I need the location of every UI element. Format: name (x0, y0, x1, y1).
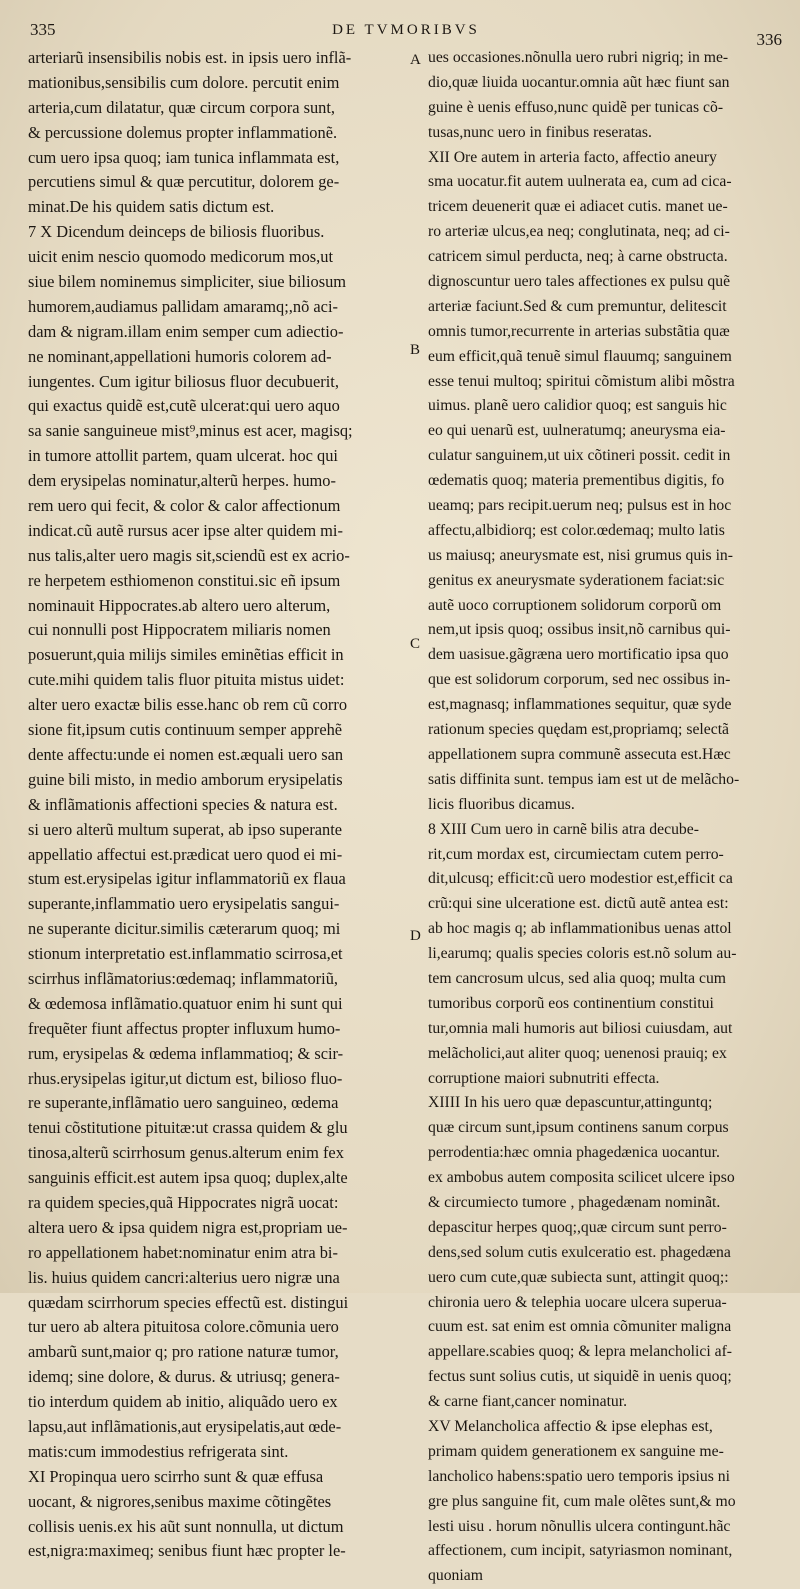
text-line: eo qui uenarũ est, uulneratumq; aneurysma eia- (428, 422, 726, 440)
text-line: matis:cum immodestius refrigerata sint. (28, 1441, 289, 1461)
text-line: re herpetem esthiomenon constitui.sic eñ ipsum (28, 570, 341, 590)
text-line: perrodentia:hæc omnia phagedænica uocantur. (428, 1144, 720, 1162)
text-line: nem,ut ipsis quoq; ossibus insit,nõ carnibus qui- (428, 621, 731, 639)
text-line: rem uero qui fecit, & color & calor affectionum (28, 496, 341, 516)
text-line: guine bili misto, in medio amborum erysipelatis (28, 769, 343, 789)
text-line: dem erysipelas nominatur,alterũ herpes. humo- (28, 471, 336, 491)
text-line: uero cum cute,quæ subiecta sunt, attingit quoq;: (428, 1268, 729, 1286)
text-line: & inflãmationis affectioni species & natura est. (28, 794, 338, 814)
text-line: tricem deuenerit quæ ei adiacet cutis. manet ue- (428, 198, 728, 216)
text-line: siue bilem nominemus simpliciter, siue biliosum (28, 272, 347, 292)
text-line: ex ambobus autem composita scilicet ulcere ipso (428, 1169, 735, 1187)
text-line: scirrhus inflãmatorius:œdemaq; inflammatoriũ, (28, 968, 338, 988)
text-line: depascitur herpes quoq;,quæ circum sunt perro- (428, 1218, 727, 1236)
text-line: arteriarũ insensibilis nobis est. in ipsis uero inflã- (28, 48, 352, 67)
text-line: mationibus,sensibilis cum dolore. percutit enim (28, 72, 340, 92)
text-line: tinosa,alterũ scirrhosum genus.alterum enim fex (28, 1143, 344, 1163)
text-line: sanguinis efficit.est autem ipsa quoq; duplex,alte (28, 1168, 348, 1188)
text-line: dit,ulcusq; efficit:cũ uero modestior est,efficit ca (428, 870, 733, 888)
text-line: lancholico habens:spatio uero temporis ipsius ni (428, 1467, 730, 1485)
text-line: affectionem, cum incipit, satyriasmon nominant, (428, 1542, 733, 1560)
text-line: cum uero ipsa quoq; iam tunica inflammata est, (28, 147, 340, 167)
text-line: 7 X Dicendum deinceps de biliosis fluoribus. (28, 222, 325, 242)
text-line: tumoribus corporũ eos continentium constitui (428, 994, 714, 1012)
text-line: in tumore attollit partem, quam ulcerat. hoc qui (28, 446, 338, 466)
text-line: XIIII In his uero quæ depascuntur,attinguntq; (428, 1094, 713, 1112)
text-line: dens,sed solum cutis exulceratio est. phagedæna (428, 1243, 731, 1261)
text-line: minat.De his quidem satis dictum est. (28, 197, 275, 217)
text-line: cute.mihi quidem talis fluor pituita mistus uidet: (28, 670, 345, 690)
text-line: licis fluoribus dicamus. (428, 795, 575, 813)
text-line: quædam scirrhorum species effectũ est. distingui (28, 1292, 349, 1312)
text-line: nus talis,alter uero magis sit,sciendũ est ex acrio- (28, 545, 350, 565)
text-line: dio,quæ liuida uocantur.omnia aũt hæc fiunt san (428, 73, 730, 91)
text-line: ra quidem species,quã Hippocrates nigrã uocat: (28, 1192, 339, 1212)
text-line: est,nigra:maximeq; senibus fiunt hæc propter le- (28, 1541, 346, 1561)
text-line: ro arteriæ ulcus,ea neq; conglutinata, neq; ad ci- (428, 223, 730, 241)
text-line: re superante,inflãmatio uero sanguineo, œdema (28, 1093, 339, 1113)
text-line: li,earumq; qualis species coloris est.nõ solum au- (428, 945, 737, 963)
text-line: tusas,nunc uero in finibus reseratas. (428, 123, 652, 141)
text-line: genitus ex aneurysmate syderationem faciat:sic (428, 571, 725, 589)
text-line: primam quidem generationem ex sanguine me- (428, 1442, 724, 1460)
margin-marker-c: C (410, 636, 421, 652)
text-line: ues occasiones.nõnulla uero rubri nigriq; in me- (428, 49, 729, 66)
text-line: cui nonnulli post Hippocratem miliaris nomen (28, 620, 331, 640)
text-line: arteria,cum dilatatur, quæ circum corpora sunt, (28, 97, 336, 117)
margin-markers (408, 46, 430, 1246)
text-line: dem uasisue.gãgræna uero mortificatio ipsa quo (428, 646, 729, 664)
text-line: œdematis quoq; materia prementibus digitis, fo (428, 472, 725, 490)
text-line: lapsu,aut inflãmationis,aut erysipelatis,aut œde- (28, 1416, 342, 1436)
text-line: affectu,albidiorq; est color.œdemaq; multo latis (428, 521, 725, 539)
text-line: uimus. planẽ uero calidior quoq; est sanguis hic (428, 397, 727, 415)
text-line: stionum interpretatio est.inflammatio scirrosa,et (28, 944, 343, 964)
text-line: appellationem supra communẽ assecuta est.Hæc (428, 745, 731, 763)
margin-marker-a: A (410, 52, 421, 68)
text-line: crũ:qui sine ulceratione est. dictũ autẽ antea est: (428, 895, 729, 913)
text-line: & percussione dolemus propter inflammationẽ. (28, 122, 338, 142)
text-line: ne nominant,appellationi humoris colorem ad- (28, 346, 332, 366)
left-text-column (28, 46, 410, 1564)
text-line: satis diffinita sunt. tempus iam est ut de melãcho- (428, 770, 740, 788)
text-line: stum est.erysipelas igitur inflammatoriũ ex flaua (28, 869, 346, 889)
text-line: rit,cum mordax est, circumiectam cutem perro- (428, 845, 724, 863)
text-line: sione fit,ipsum cutis continuum semper apprehẽ (28, 720, 343, 740)
text-line: esse tenui multoq; spiritui cõmistum alibi mõstra (428, 372, 735, 390)
text-line: quæ circum sunt,ipsum continens sanum corpus (428, 1119, 729, 1137)
text-line: tem cancrosum ulcus, sed alia quoq; multa cum (428, 969, 726, 987)
text-line: fectus sunt solius cutis, ut siquidẽ in uenis quoq; (428, 1368, 732, 1386)
text-line: ueamq; pars recipit.uerum neq; pulsus est in hoc (428, 497, 732, 515)
text-line: idemq; sine dolore, & durus. & utriusq; genera- (28, 1367, 340, 1387)
margin-marker-d: D (410, 928, 421, 944)
text-line: XI Propinqua uero scirrho sunt & quæ effusa (28, 1466, 324, 1486)
margin-marker-b: B (410, 342, 421, 358)
text-line: eum efficit,quã tenuẽ simul flauumq; sanguinem (428, 347, 732, 365)
text-line: & circumiecto tumore , phagedænam nominãt. (428, 1193, 721, 1211)
text-line: uicit enim nescio quomodo medicorum mos,ut (28, 247, 334, 267)
text-line: sa sanie sanguineue mist⁹,minus est acer, magisq; (28, 421, 353, 441)
text-line: si uero alterũ multum superat, ab ipso superante (28, 819, 343, 839)
text-line: que est solidorum corporum, sed nec ossibus in- (428, 671, 731, 689)
text-line: & œdemosa inflãmatio.quatuor enim hi sunt qui (28, 993, 343, 1013)
text-line: rum, erysipelas & œdema inflammatioq; & scir- (28, 1043, 344, 1063)
text-line: tenui cõstitutione pituitæ:ut crassa quidem & glu (28, 1118, 348, 1138)
text-line: 8 XIII Cum uero in carnẽ bilis atra decube- (428, 820, 699, 838)
text-line: chironia uero & telephia uocare ulcera superua- (428, 1293, 727, 1311)
text-line: cuum est. sat enim est omnia cõmuniter maligna (428, 1318, 732, 1336)
text-line: nominauit Hippocrates.ab altero uero alterum, (28, 595, 331, 615)
text-line: dignoscuntur uero tales affectiones ex pulsu quẽ (428, 273, 731, 291)
text-line: uocant, & nigrores,senibus maxime cõtingẽtes (28, 1491, 332, 1511)
text-line: culatur sanguinem,ut uix cõtineri possit. cedit in (428, 447, 731, 465)
text-line: ab hoc magis q; ab inflammationibus uenas attol (428, 920, 732, 938)
text-line: ro appellationem habet:nominatur enim atra bi- (28, 1242, 338, 1262)
text-line: melãcholici,aut aliter quoq; uenenosi prauiq; ex (428, 1044, 727, 1062)
text-line: qui exactus quidẽ est,cutẽ ulcerat:qui uero aquo (28, 396, 340, 416)
text-line: superante,inflammatio uero erysipelatis sangui- (28, 894, 340, 914)
text-line: dam & nigram.illam enim semper cum adiectio- (28, 321, 344, 341)
text-line: iungentes. Cum igitur biliosus fluor decubuerit, (28, 371, 339, 391)
text-line: sma uocatur.fit autem uulnerata ea, cum ad cica- (428, 173, 732, 191)
page-header (30, 14, 782, 49)
text-line: est,magnasq; inflammationes sequitur, quæ syde (428, 696, 732, 714)
text-line: appellare.scabies quoq; & lepra melancholici af- (428, 1343, 733, 1361)
text-line: rhus.erysipelas igitur,ut dictum est, bilioso fluo- (28, 1068, 343, 1088)
text-line: percutiens simul & quæ percutitur, dolorem ge- (28, 172, 340, 192)
text-line: lis. huius quidem cancri:alterius uero nigræ una (28, 1267, 340, 1287)
text-line: posuerunt,quia milijs similes eminẽtias efficit in (28, 645, 344, 665)
text-line: tio interdum quidem ab initio, aliquãdo uero ex (28, 1392, 338, 1412)
right-text-column (428, 46, 793, 1589)
text-line: indicat.cũ autẽ rursus acer ipse alter quidem mi- (28, 520, 343, 540)
text-line: altera uero & ipsa quidem nigra est,propriam ue- (28, 1217, 348, 1237)
text-line: guine è uenis effuso,nunc quidẽ per tunicas cõ- (428, 98, 724, 116)
text-line: appellatio affectui est.prædicat uero quod ei mi- (28, 844, 343, 864)
text-line: catricem simul perducta, neq; à carne obstructa. (428, 248, 728, 266)
text-line: lesti uisu . horum nõnullis ulcera contingunt.hãc (428, 1517, 731, 1535)
text-line: humorem,audiamus pallidam amaramq;,nõ aci- (28, 296, 338, 316)
text-line: omnis tumor,recurrente in arterias substãtia quæ (428, 322, 730, 340)
text-line: corruptione maiori subnutriti effecta. (428, 1069, 660, 1087)
text-line: arteriæ faciunt.Sed & cum premuntur, delitescit (428, 297, 727, 315)
text-line: dente affectu:unde ei nomen est.æquali uero san (28, 744, 344, 764)
text-line: frequẽter fiunt affectus propter influxum humo- (28, 1018, 341, 1038)
text-line: quoniam (428, 1567, 483, 1585)
running-title: DE TVMORIBVS (332, 22, 480, 38)
text-line: & carne fiant,cancer nominatur. (428, 1393, 628, 1411)
text-line: gre plus sanguine fit, cum male olẽtes sunt,& mo (428, 1492, 736, 1510)
text-line: XII Ore autem in arteria facto, affectio aneury (428, 148, 717, 166)
text-line: tur,omnia mali humoris aut biliosi cuiusdam, aut (428, 1019, 733, 1037)
text-line: tur uero ab altera pituitosa colore.cõmunia uero (28, 1317, 339, 1337)
text-line: ambarũ sunt,maior q; pro ratione naturæ tumor, (28, 1342, 339, 1362)
page-number-left: 335 (30, 20, 56, 39)
text-line: ne superante dicitur.similis cæterarum quoq; mi (28, 919, 341, 939)
text-line: rationum species quędam est,propriamq; selectã (428, 721, 730, 739)
text-line: XV Melancholica affectio & ipse elephas est, (428, 1417, 713, 1435)
text-line: autẽ uoco corruptionem solidorum corporũ om (428, 596, 722, 614)
text-line: collisis uenis.ex his aũt sunt nonnulla, ut dictum (28, 1516, 344, 1536)
text-line: us maiusq; aneurysmate est, nisi grumus quis in- (428, 546, 734, 564)
text-line: alter uero exactæ bilis esse.hanc ob rem cũ corro (28, 695, 348, 715)
page-number-right: 336 (756, 30, 782, 49)
